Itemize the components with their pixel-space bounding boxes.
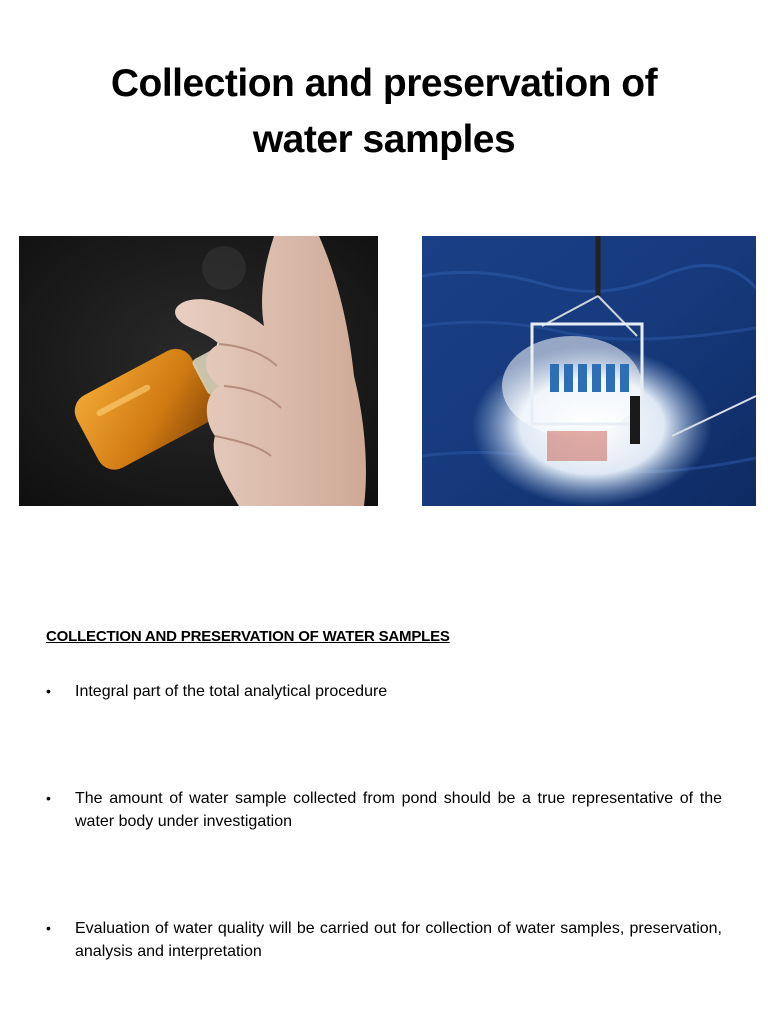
ocean-rosette-sampler-icon	[422, 236, 756, 506]
bullet-marker: •	[46, 790, 51, 806]
slide-title: Collection and preservation of water samples	[110, 62, 658, 161]
bullet-text: Integral part of the total analytical procedure	[75, 683, 388, 700]
section-heading: COLLECTION AND PRESERVATION OF WATER SAMPLES	[46, 628, 450, 645]
bullet-marker: •	[46, 920, 51, 936]
bullet-text: Evaluation of water quality will be carried out for collection of water samples, preservation, analysis and interpretation	[75, 920, 722, 960]
bullet-marker: •	[46, 683, 51, 699]
bullet-text: The amount of water sample collected from pond should be a true representative of the water body under investigation	[75, 790, 722, 830]
ocean-sampler-photo	[422, 236, 756, 506]
sample-bottle-photo	[19, 236, 378, 506]
bullet-item	[46, 917, 722, 963]
bullet-item	[46, 680, 722, 703]
bullet-item	[46, 787, 722, 833]
sample-bottle-in-hand-icon	[19, 236, 378, 506]
